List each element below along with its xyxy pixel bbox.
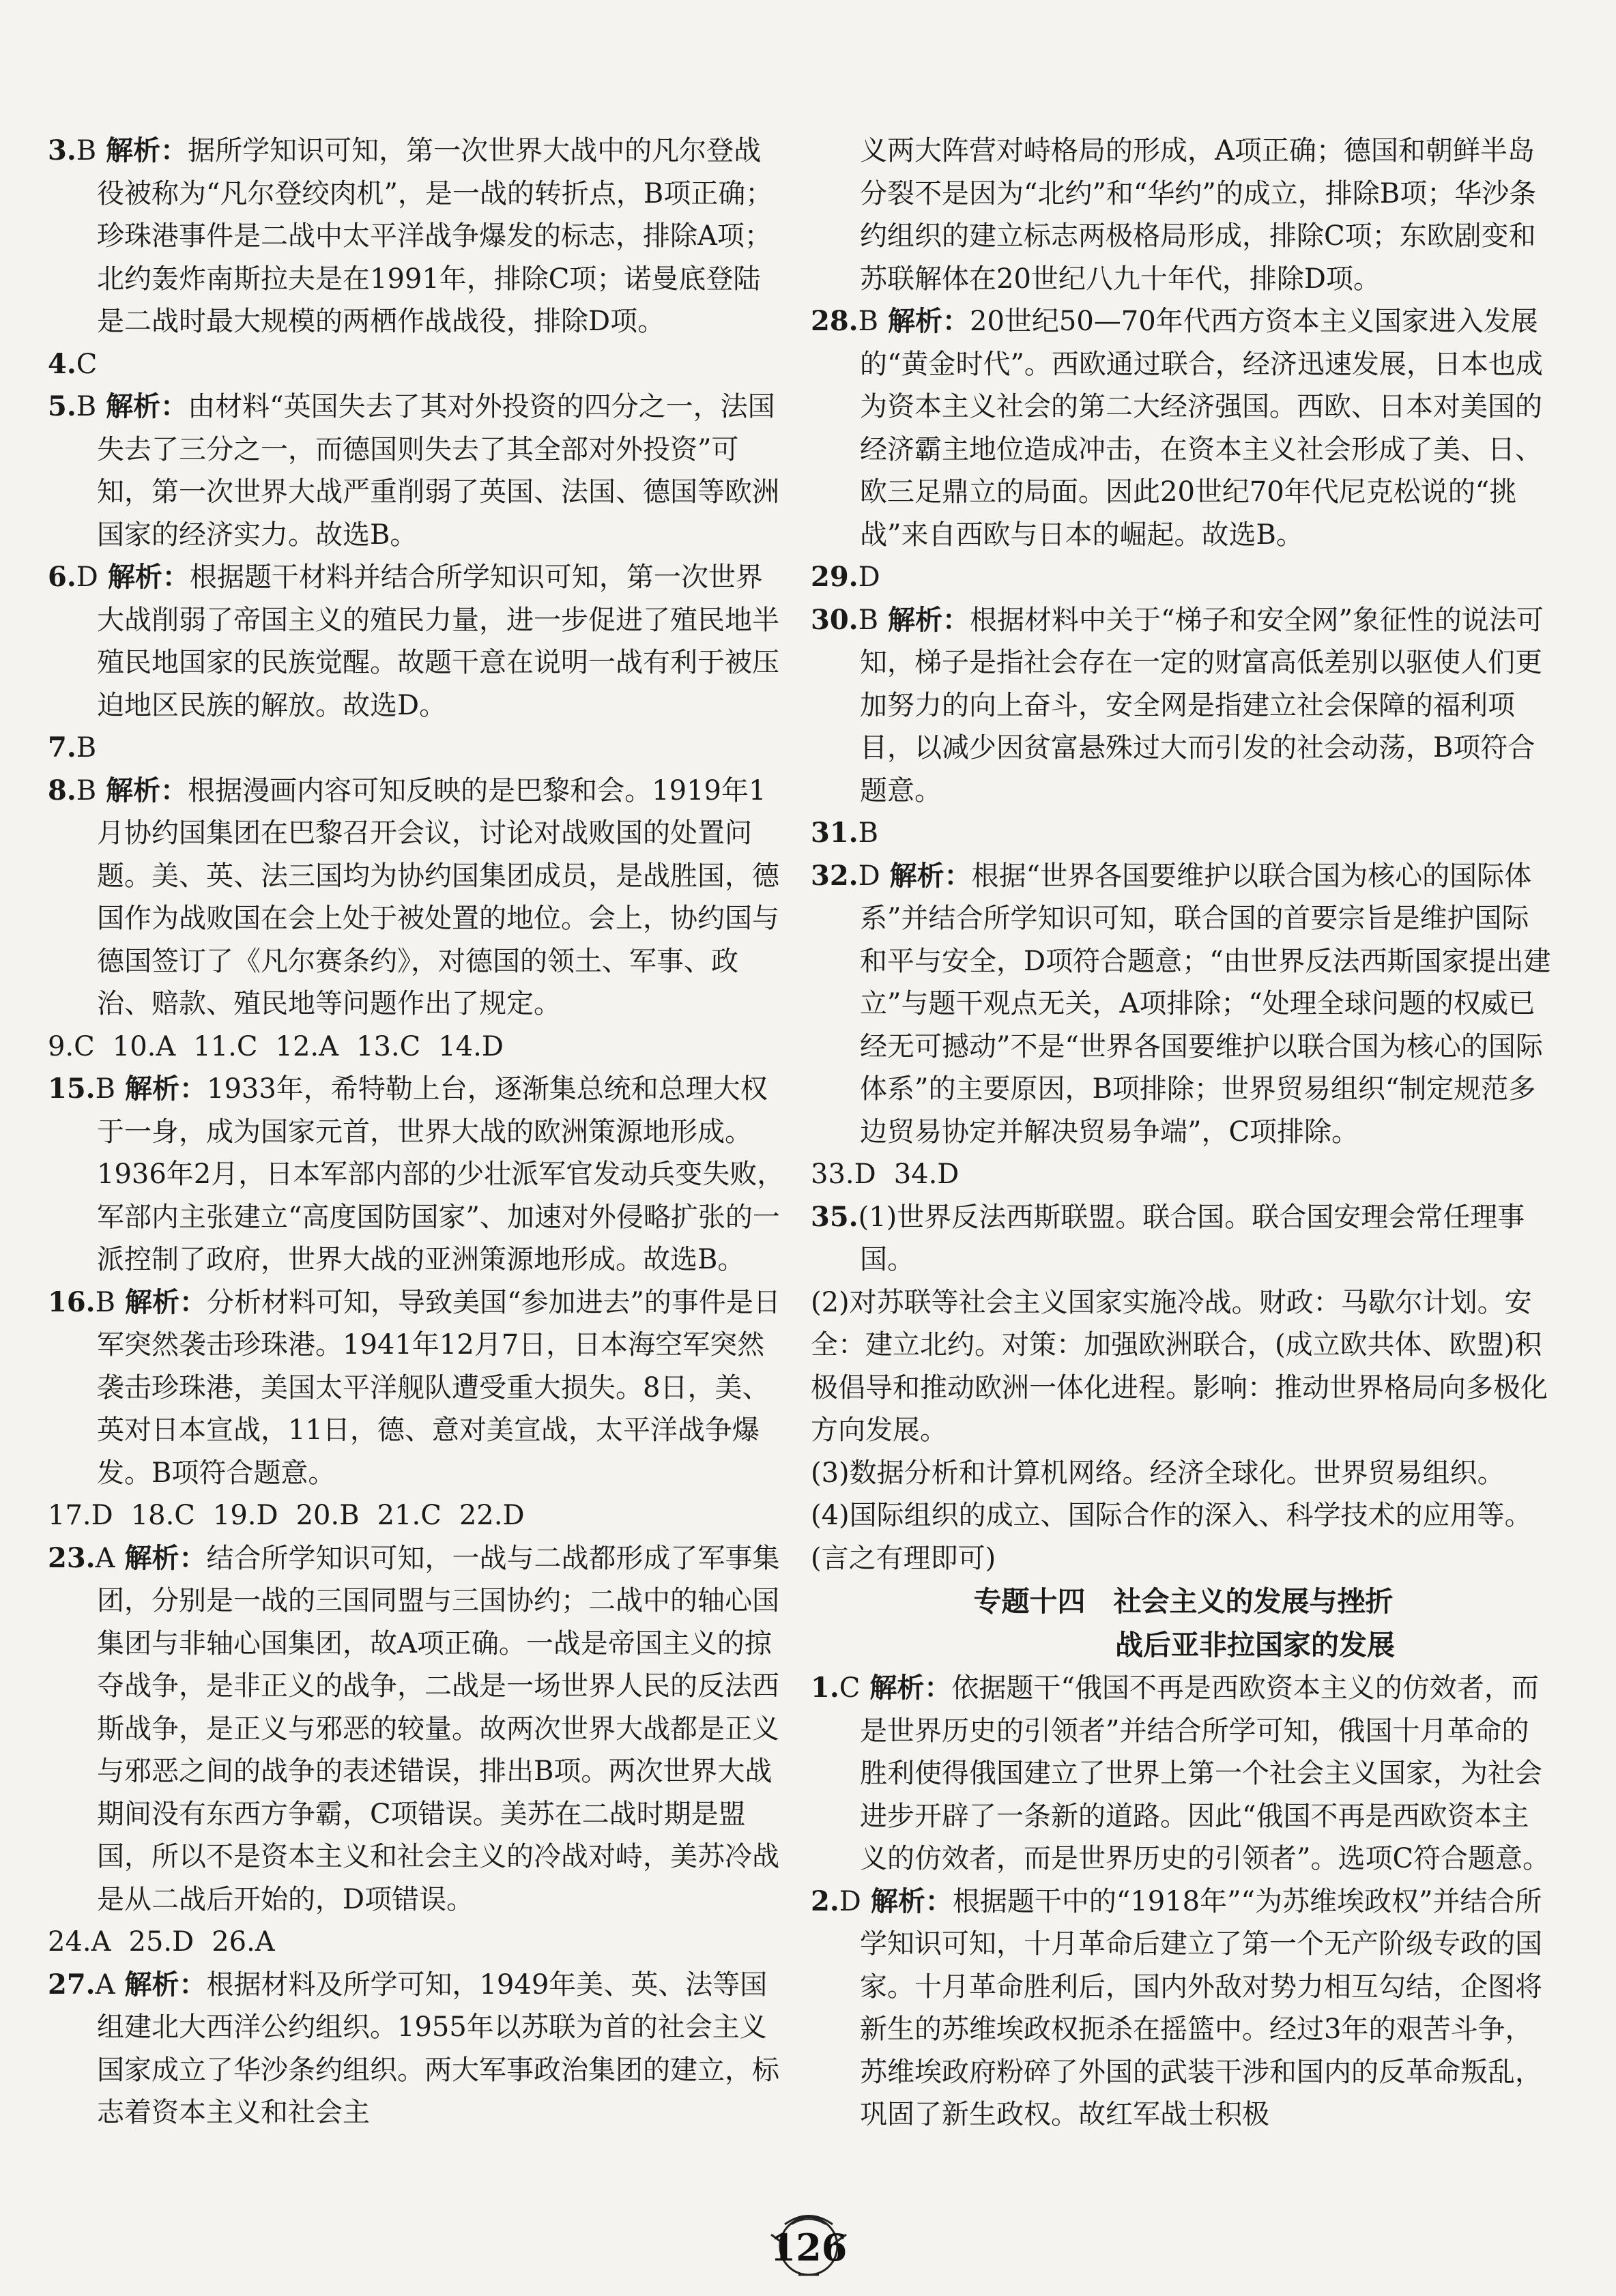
answer-30: 30.B 解析：根据材料中关于“梯子和安全网”象征性的说法可知，梯子是指社会存在一定的财富高低差别以驱使人们更加努力的向上奋斗，安全网是指建立社会保障的福利项目，以减少因贫富悬殊过大而引发的社会动荡，B项符合题意。 xyxy=(811,603,1544,806)
answer-7: 7.B xyxy=(48,731,97,764)
answer-15: 15.B 解析：1933年，希特勒上台，逐渐集总统和总理大权于一身，成为国家元首，世界大战的欧洲策源地形成。1936年2月，日本军部内部的少壮派军官发动兵变失败，军部内主张建立“高度国防国家”、加速对外侵略扩张的一派控制了政府，世界大战的亚洲策源地形成。故选B。 xyxy=(48,1073,785,1275)
answer-35-part-3: (3)数据分析和计算机网络。经济全球化。世界贸易组织。 xyxy=(811,1457,1505,1489)
section-answer-1: 1.C 解析：依据题干“俄国不再是西欧资本主义的仿效者，而是世界历史的引领者”并结合所学可知，俄国十月革命的胜利使得俄国建立了世界上第一个社会主义国家，为社会进步开辟了一条新的道路。因此“俄国不再是西欧资本主义的仿效者，而是世界历史的引领者”。选项C符合题意。 xyxy=(811,1672,1550,1874)
answer-31: 31.B xyxy=(811,817,878,849)
answer-27-continued: 义两大阵营对峙格局的形成，A项正确；德国和朝鲜半岛分裂不是因为“北约”和“华约”的成立，排除B项；华沙条约组织的建立标志两极格局形成，排除C项；东欧剧变和苏联解体在20世纪八九十年代，排除D项。 xyxy=(860,135,1537,295)
right-column xyxy=(811,130,1556,2136)
answer-6: 6.D 解析：根据题干材料并结合所学知识可知，第一次世界大战削弱了帝国主义的殖民力量，进一步促进了殖民地半殖民地国家的民族觉醒。故题干意在说明一战有利于被压迫地区民族的解放。故选D。 xyxy=(48,561,779,721)
left-column xyxy=(48,130,785,2134)
answer-29: 29.D xyxy=(811,561,880,593)
answer-35-part-1: 35.(1)世界反法西斯联盟。联合国。联合国安理会常任理事国。 xyxy=(811,1200,1525,1275)
page-number: 126 xyxy=(770,2226,848,2269)
page-number-badge xyxy=(751,2204,867,2279)
answer-3: 3.B 解析：据所学知识可知，第一次世界大战中的凡尔登战役被称为“凡尔登绞肉机”，是一战的转折点，B项正确；珍珠港事件是二战中太平洋战争爆发的标志，排除A项；北约轰炸南斯拉夫是在1991年，排除C项；诺曼底登陆是二战时最大规模的两栖作战战役，排除D项。 xyxy=(48,134,773,337)
answer-35-part-4: (4)国际组织的成立、国际合作的深入、科学技术的应用等。(言之有理即可) xyxy=(811,1500,1532,1574)
answer-28: 28.B 解析：20世纪50—70年代西方资本主义国家进入发展的“黄金时代”。西欧通过联合，经济迅速发展，日本也成为资本主义社会的第二大经济强国。西欧、日本对美国的经济霸主地位造成冲击，在资本主义社会形成了美、日、欧三足鼎立的局面。因此20世纪70年代尼克松说的“挑战”来自西欧与日本的崛起。故选B。 xyxy=(811,305,1543,551)
answers-24-26: 24.A 25.D 26.A xyxy=(48,1926,275,1958)
answers-9-14: 9.C 10.A 11.C 12.A 13.C 14.D xyxy=(48,1030,504,1062)
section-title: 专题十四 社会主义的发展与挫折 xyxy=(973,1585,1394,1618)
answers-33-34: 33.D 34.D xyxy=(811,1159,960,1190)
answer-32: 32.D 解析：根据“世界各国要维护以联合国为核心的国际体系”并结合所学知识可知，联合国的首要宗旨是维护国际和平与安全，D项符合题意；“由世界反法西斯国家提出建立”与题干观点无关，A项排除；“处理全球问题的权威已经无可撼动”不是“世界各国要维护以联合国为核心的国际体系”的主要原因，B项排除；世界贸易组织“制定规范多边贸易协定并解决贸易争端”，C项排除。 xyxy=(811,859,1551,1148)
answer-8: 8.B 解析：根据漫画内容可知反映的是巴黎和会。1919年1月协约国集团在巴黎召开会议，讨论对战败国的处置问题。美、英、法三国均为协约国集团成员，是战胜国，德国作为战败国在会上处于被处置的地位。会上，协约国与德国签订了《凡尔赛条约》，对德国的领土、军事、政治、赔款、殖民地等问题作出了规定。 xyxy=(48,774,779,1019)
section-subtitle: 战后亚非拉国家的发展 xyxy=(1115,1629,1395,1661)
section-answer-2: 2.D 解析：根据题干中的“1918年”“为苏维埃政权”并结合所学知识可知，十月革命后建立了第一个无产阶级专政的国家。十月革命胜利后，国内外敌对势力相互勾结，企图将新生的苏维埃政权扼杀在摇篮中。经过3年的艰苦斗争，苏维埃政府粉碎了外国的武装干涉和国内的反革命叛乱，巩固了新生政权。故红军战士积极 xyxy=(811,1885,1542,2130)
answer-27: 27.A 解析：根据材料及所学可知，1949年美、英、法等国组建北大西洋公约组织。1955年以苏联为首的社会主义国家成立了华沙条约组织。两大军事政治集团的建立，标志着资本主义和社会主 xyxy=(48,1968,779,2128)
answer-4: 4.C xyxy=(48,347,98,380)
answer-35-part-2: (2)对苏联等社会主义国家实施冷战。财政：马歇尔计划。安全：建立北约。对策：加强欧洲联合，(成立欧共体、欧盟)积极倡导和推动欧洲一体化进程。影响：推动世界格局向多极化方向发展。 xyxy=(811,1286,1548,1446)
answer-23: 23.A 解析：结合所学知识可知，一战与二战都形成了军事集团，分别是一战的三国同盟与三国协约；二战中的轴心国集团与非轴心国集团，故A项正确。一战是帝国主义的掠夺战争，是非正义的战争，二战是一场世界人民的反法西斯战争，是正义与邪恶的较量。故两次世界大战都是正义与邪恶之间的战争的表述错误，排出B项。两次世界大战期间没有东西方争霸，C项错误。美苏在二战时期是盟国，所以不是资本主义和社会主义的冷战对峙，美苏冷战是从二战后开始的，D项错误。 xyxy=(48,1541,780,1915)
answer-5: 5.B 解析：由材料“英国失去了其对外投资的四分之一，法国失去了三分之一，而德国则失去了其全部对外投资”可知，第一次世界大战严重削弱了英国、法国、德国等欧洲国家的经济实力。故选B。 xyxy=(48,390,779,551)
answer-16: 16.B 解析：分析材料可知，导致美国“参加进去”的事件是日军突然袭击珍珠港。1941年12月7日，日本海空军突然袭击珍珠港，美国太平洋舰队遭受重大损失。8日，美、英对日本宣战，11日，德、意对美宣战，太平洋战争爆发。B项符合题意。 xyxy=(48,1285,781,1489)
answers-17-22: 17.D 18.C 19.D 20.B 21.C 22.D xyxy=(48,1500,525,1531)
